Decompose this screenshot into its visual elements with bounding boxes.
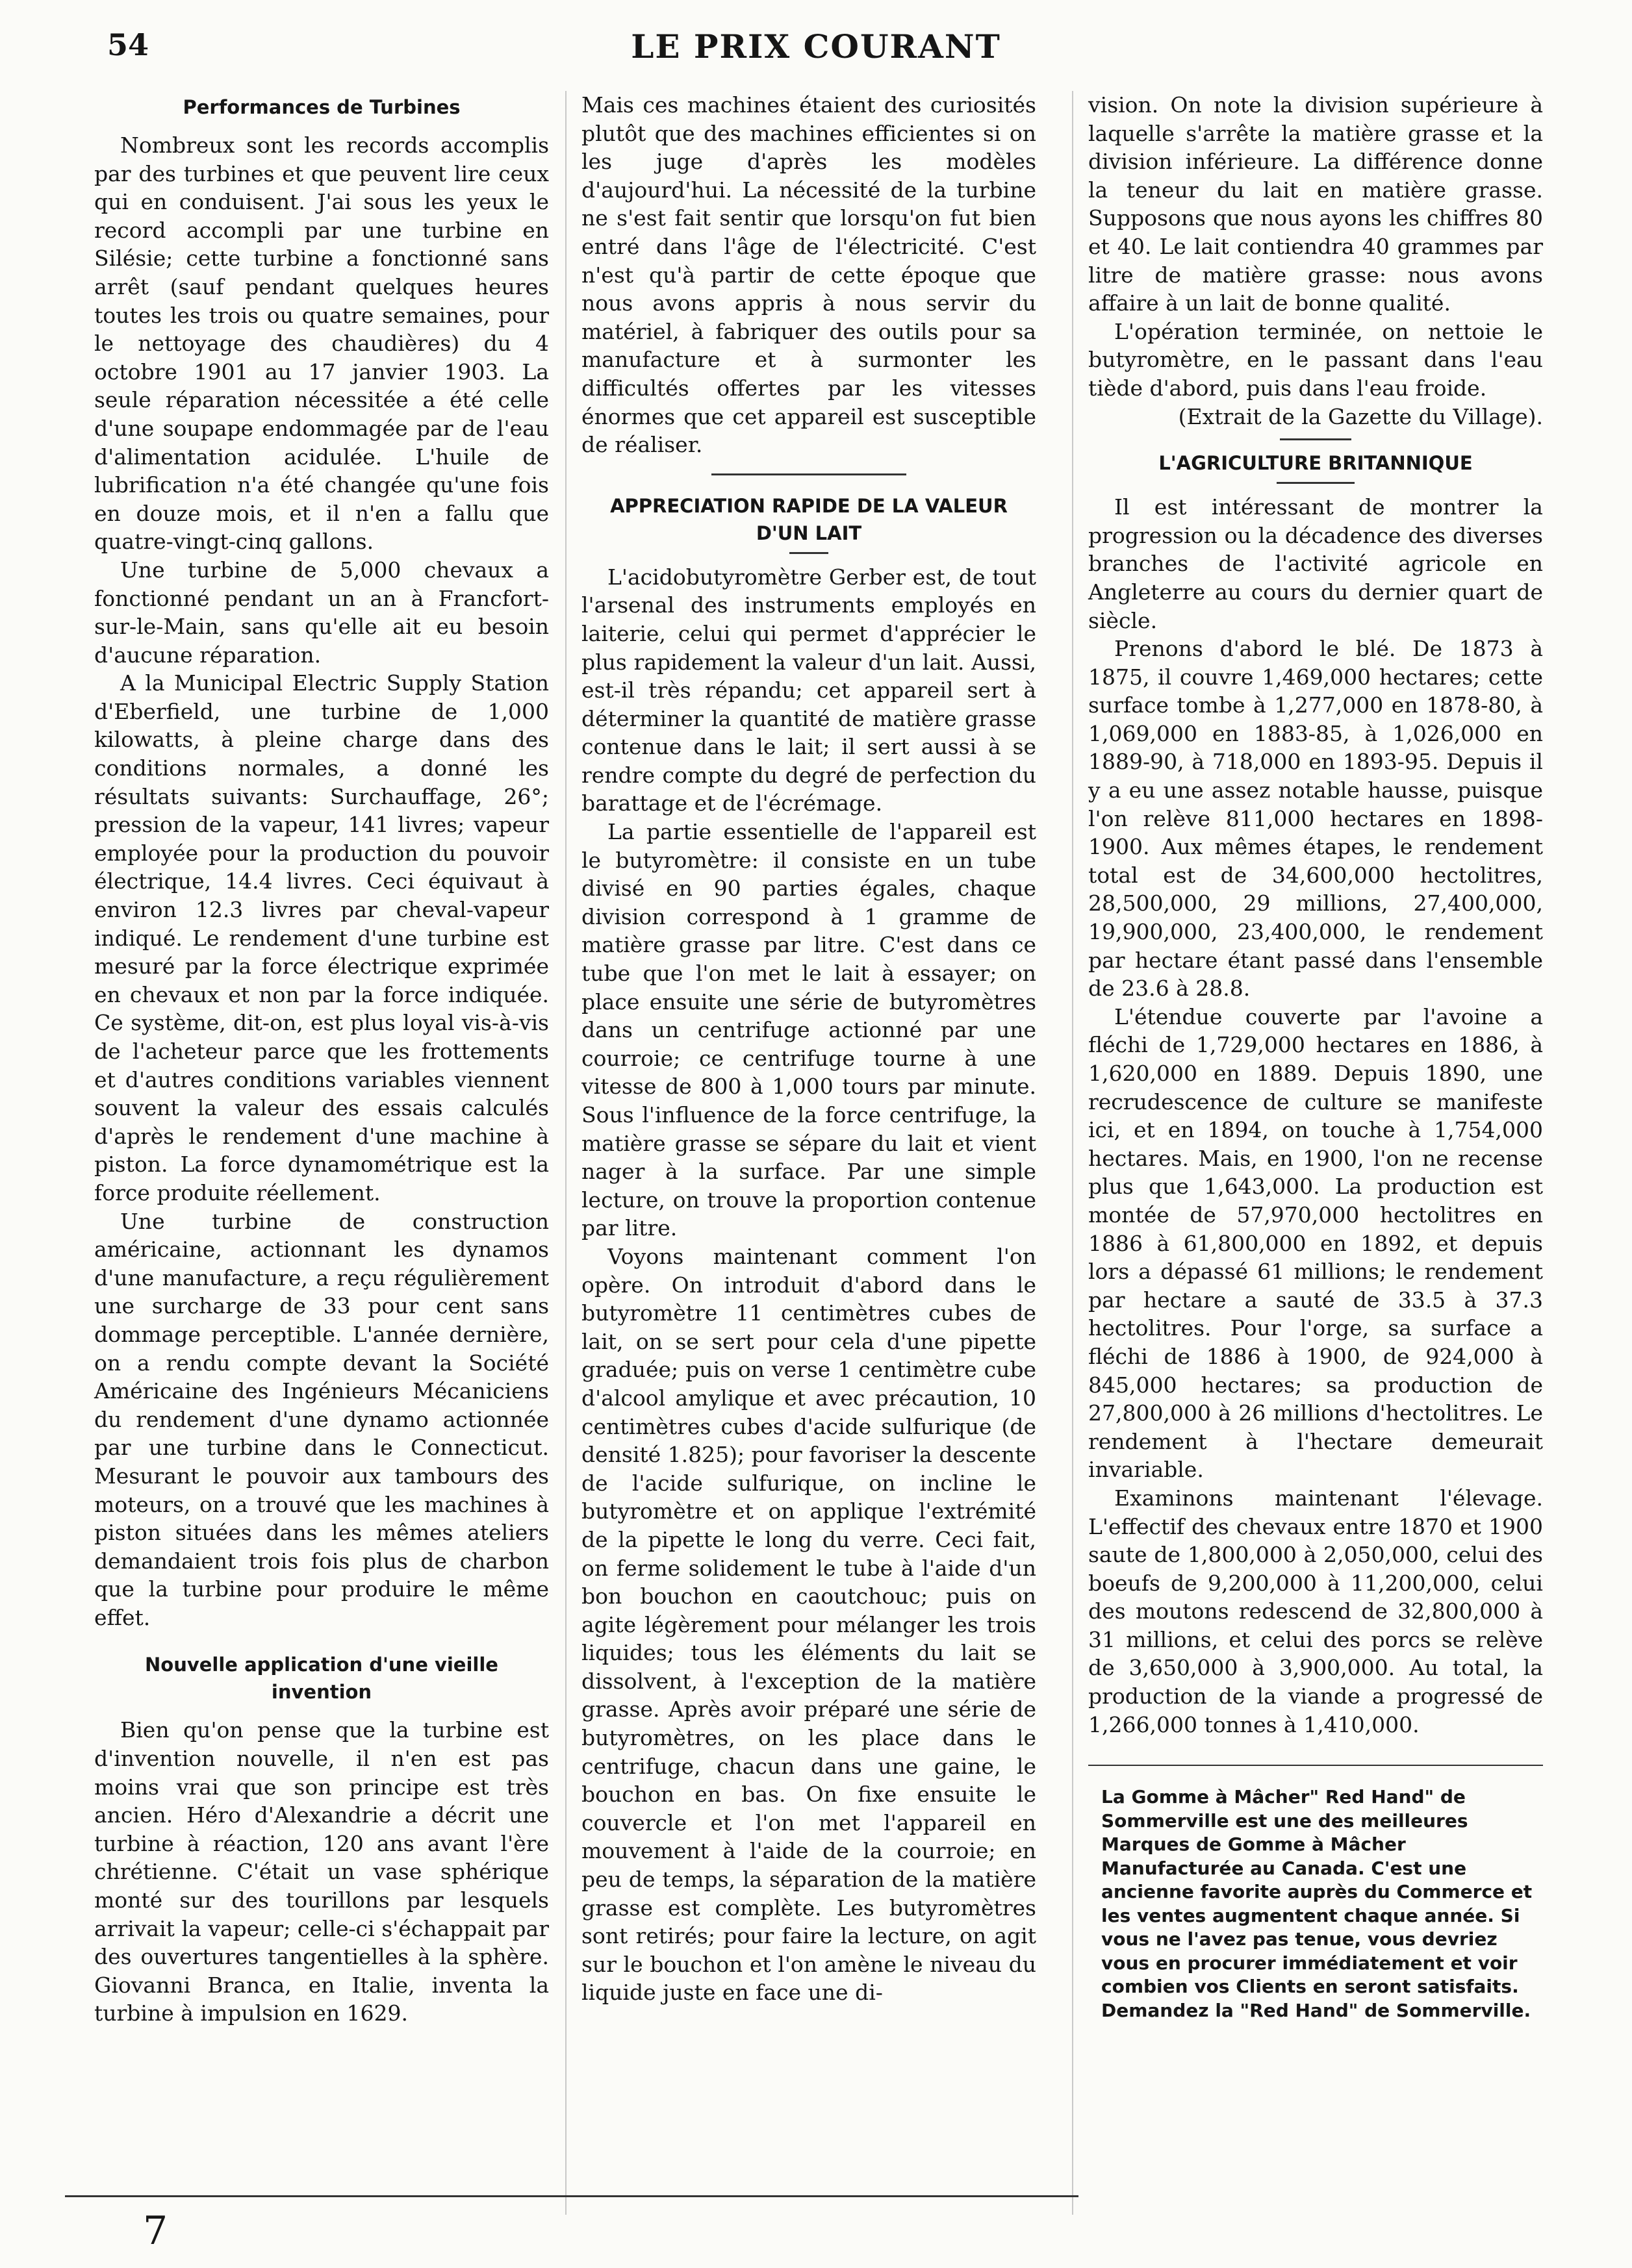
article-title-turbines: Performances de Turbines <box>183 96 461 118</box>
article-source: (Extrait de la Gazette du Village). <box>1178 403 1543 429</box>
column-1 <box>94 91 549 2028</box>
column-divider <box>1072 91 1073 2215</box>
article-title-invention: Nouvelle application d'une vieille invention <box>145 1654 498 1704</box>
column-2 <box>581 91 1036 2007</box>
section-divider <box>711 473 906 475</box>
section-divider <box>1280 438 1351 440</box>
article-paragraph: Il est intéressant de montrer la progression ou la décadence des diverses branches de l'activité agricole en Angleterre au cours du dernier quart de siècle. <box>1088 494 1543 633</box>
article-paragraph: A la Municipal Electric Supply Station d'Eberfield, une turbine de 1,000 kilowatts, à pleine charge dans des conditions normales, a donné les résultats suivants: Surchauffage, 26°; pression de la vapeur, 141 livres; vapeur employée pour la production du pouvoir électrique, 14.4 livres. Ceci équivaut à environ 12.3 livres par cheval-vapeur indiqué. Le rendement d'une turbine est mesuré par la force électrique exprimée en chevaux et non par la force indiquée. Ce système, dit-on, est plus loyal vis-à-vis de l'acheteur parce que les frottements et d'autres conditions variables viennent souvent la valeur des essais calculés d'après le rendement d'une machine à piston. La force dynamométrique est la force produite réellement. <box>94 670 549 1205</box>
article-paragraph: Voyons maintenant comment l'on opère. On introduit d'abord dans le butyromètre 11 centimètres cubes de lait, on se sert pour cela d'une pipette graduée; puis on verse 1 centimètre cube d'alcool amylique et avec précaution, 10 centimètres cubes d'acide sulfurique (de densité 1.825); pour favoriser la descente de l'acide sulfurique, on incline le butyromètre et on applique l'extrémité de la pipette le long du verre. Ceci fait, on ferme solidement le tube à l'aide d'un bon bouchon en caoutchouc; puis on agite légèrement pour mélanger les trois liquides; tous les éléments du lait se dissolvent, à l'exception de la matière grasse. Après avoir préparé une série de butyromètres, on les place dans le centrifuge, chacun dans une gaine, le bouchon en bas. On fixe ensuite le couvercle et l'on met l'appareil en mouvement à l'aide de la courroie; en peu de temps, la séparation de la matière grasse est complète. Les butyromètres sont retirés; pour faire la lecture, on agit sur le bouchon et l'on amène le niveau du liquide juste en face une di- <box>581 1243 1036 2006</box>
folio-mark: 7 <box>143 2208 168 2254</box>
bottom-rule <box>65 2195 1078 2197</box>
article-paragraph: L'opération terminée, on nettoie le butyromètre, en le passant dans l'eau tiède d'abord, puis dans l'eau froide. <box>1088 318 1543 401</box>
column-3 <box>1088 91 1543 2022</box>
article-paragraph: Une turbine de 5,000 chevaux a fonctionné pendant un an à Francfort-sur-le-Main, sans qu'elle ait eu besoin d'aucune réparation. <box>94 557 549 668</box>
advertisement-red-hand: La Gomme à Mâcher" Red Hand" de Sommerville est une des meilleures Marques de Gomme à Mâcher Manufacturée au Canada. C'est une ancienne favorite auprès du Commerce et les ventes augmentent chaque année. Si vous ne l'avez pas tenue, vous devriez vous en procurer immédiatement et voir combien vos Clients en seront satisfaits. Demandez la "Red Hand" de Sommerville. <box>1101 1786 1533 2021</box>
title-rule <box>1277 482 1355 484</box>
article-paragraph: Prenons d'abord le blé. De 1873 à 1875, il couvre 1,469,000 hectares; cette surface tombe à 1,277,000 en 1878-80, à 1,069,000 en 1883-85, à 1,026,000 en 1889-90, à 718,000 en 1893-95. Depuis il y a eu une assez notable hausse, puisque l'on relève 811,000 hectares en 1898-1900. Aux mêmes étapes, le rendement total est de 34,600,000 hectolitres, 28,500,000, 29 millions, 27,400,000, 19,900,000, 23,400,000, le rendement par hectare étant passé dans l'ensemble de 23.6 à 28.8. <box>1088 636 1543 1002</box>
article-title-lait: APPRECIATION RAPIDE DE LA VALEUR D'UN LAIT <box>610 494 1008 544</box>
article-title-agriculture: L'AGRICULTURE BRITANNIQUE <box>1158 452 1473 475</box>
article-paragraph: vision. On note la division supérieure à laquelle s'arrête la matière grasse et la division inférieure. La différence donne la teneur du lait en matière grasse. Supposons que nous ayons les chiffres 80 et 40. Le lait contiendra 40 grammes par litre de matière grasse: nous avons affaire à un lait de bonne qualité. <box>1088 92 1543 316</box>
page-number: 54 <box>107 27 149 62</box>
article-paragraph: La partie essentielle de l'appareil est le butyromètre: il consiste en un tube divisé en 90 parties égales, chaque division correspond à 1 gramme de matière grasse par litre. C'est dans ce tube que l'on met le lait à essayer; on place ensuite une série de butyromètres dans un centrifuge actionné par une courroie; ce centrifuge tourne à une vitesse de 800 à 1,000 tours par minute. Sous l'influence de la force centrifuge, la matière grasse se sépare du lait et vient nager à la surface. Par une simple lecture, on trouve la proportion contenue par litre. <box>581 819 1036 1241</box>
advertisement-divider <box>1088 1765 1543 1766</box>
article-paragraph: Nombreux sont les records accomplis par des turbines et que peuvent lire ceux qui en conduisent. J'ai sous les yeux le record accompli par une turbine en Silésie; cette turbine a fonctionné sans arrêt (sauf pendant quelques heures toutes les trois ou quatre semaines, pour le nettoyage des chaudières) du 4 octobre 1901 au 17 janvier 1903. La seule réparation nécessitée a été celle d'une soupape endommagée par de l'eau d'alimentation acidulée. L'huile de lubrification n'a été changée qu'une fois en douze mois, et il n'en a fallu que quatre-vingt-cinq gallons. <box>94 132 549 555</box>
article-paragraph: Bien qu'on pense que la turbine est d'invention nouvelle, il n'en est pas moins vrai que son principe est très ancien. Héro d'Alexandrie a décrit une turbine à réaction, 120 ans avant l'ère chrétienne. C'était un vase sphérique monté sur des tourillons par lesquels arrivait la vapeur; celle-ci s'échappait par des ouvertures tangentielles à la sphère. Giovanni Branca, en Italie, inventa la turbine à impulsion en 1629. <box>94 1717 549 2026</box>
article-paragraph: Une turbine de construction américaine, actionnant les dynamos d'une manufacture, a reçu régulièrement une surcharge de 33 pour cent sans dommage perceptible. L'année dernière, on a rendu compte devant la Société Américaine des Ingénieurs Mécaniciens du rendement d'une dynamo actionnée par une turbine dans le Connecticut. Mesurant le pouvoir aux tambours des moteurs, on a trouvé que les machines à piston situées dans les mêmes ateliers demandaient trois fois plus de charbon que la turbine pour produire le même effet. <box>94 1208 549 1630</box>
journal-title: LE PRIX COURANT <box>631 27 1001 66</box>
article-paragraph: Mais ces machines étaient des curiosités plutôt que des machines efficientes si on les juge d'après les modèles d'aujourd'hui. La nécessité de la turbine ne s'est fait sentir que lorsqu'on fut bien entré dans l'âge de l'électricité. C'est n'est qu'à partir de cette époque que nous avons appris à nous servir du matériel, à fabriquer des outils pour sa manufacture et à surmonter les difficultés offertes par les vitesses énormes que cet appareil est susceptible de réaliser. <box>581 92 1036 458</box>
article-paragraph: L'étendue couverte par l'avoine a fléchi de 1,729,000 hectares en 1886, à 1,620,000 en 1889. Depuis 1890, une recrudescence de culture se manifeste ici, et en 1894, on touche à 1,754,000 hectares. Mais, en 1900, l'on ne recense plus que 1,643,000. La production est montée de 57,970,000 hectolitres en 1886 à 61,800,000 en 1892, et depuis lors a dépassé 61 millions; le rendement par hectare a sauté de 33.5 à 37.3 hectolitres. Pour l'orge, sa surface a fléchi de 1886 à 1900, de 924,000 à 845,000 hectares; sa production de 27,800,000 à 26 millions d'hectolitres. Le rendement à l'hectare demeurait invariable. <box>1088 1003 1543 1483</box>
title-rule <box>789 552 828 554</box>
column-divider <box>565 91 567 2215</box>
article-paragraph: Examinons maintenant l'élevage. L'effectif des chevaux entre 1870 et 1900 saute de 1,800,000 à 2,050,000, celui des boeufs de 9,200,000 à 11,200,000, celui des moutons redescend de 32,800,000 à 31 millions, et celui des porcs se relève de 3,650,000 à 3,900,000. Au total, la production de la viande a progressé de 1,266,000 tonnes à 1,410,000. <box>1088 1485 1543 1737</box>
article-paragraph: L'acidobutyromètre Gerber est, de tout l'arsenal des instruments employés en laiterie, celui qui permet d'apprécier le plus rapidement la valeur d'un lait. Aussi, est-il très répandu; cet appareil sert à déterminer la quantité de matière grasse contenue dans le lait; il sert aussi à se rendre compte du degré de perfection du barattage et de l'écrémage. <box>581 564 1036 816</box>
